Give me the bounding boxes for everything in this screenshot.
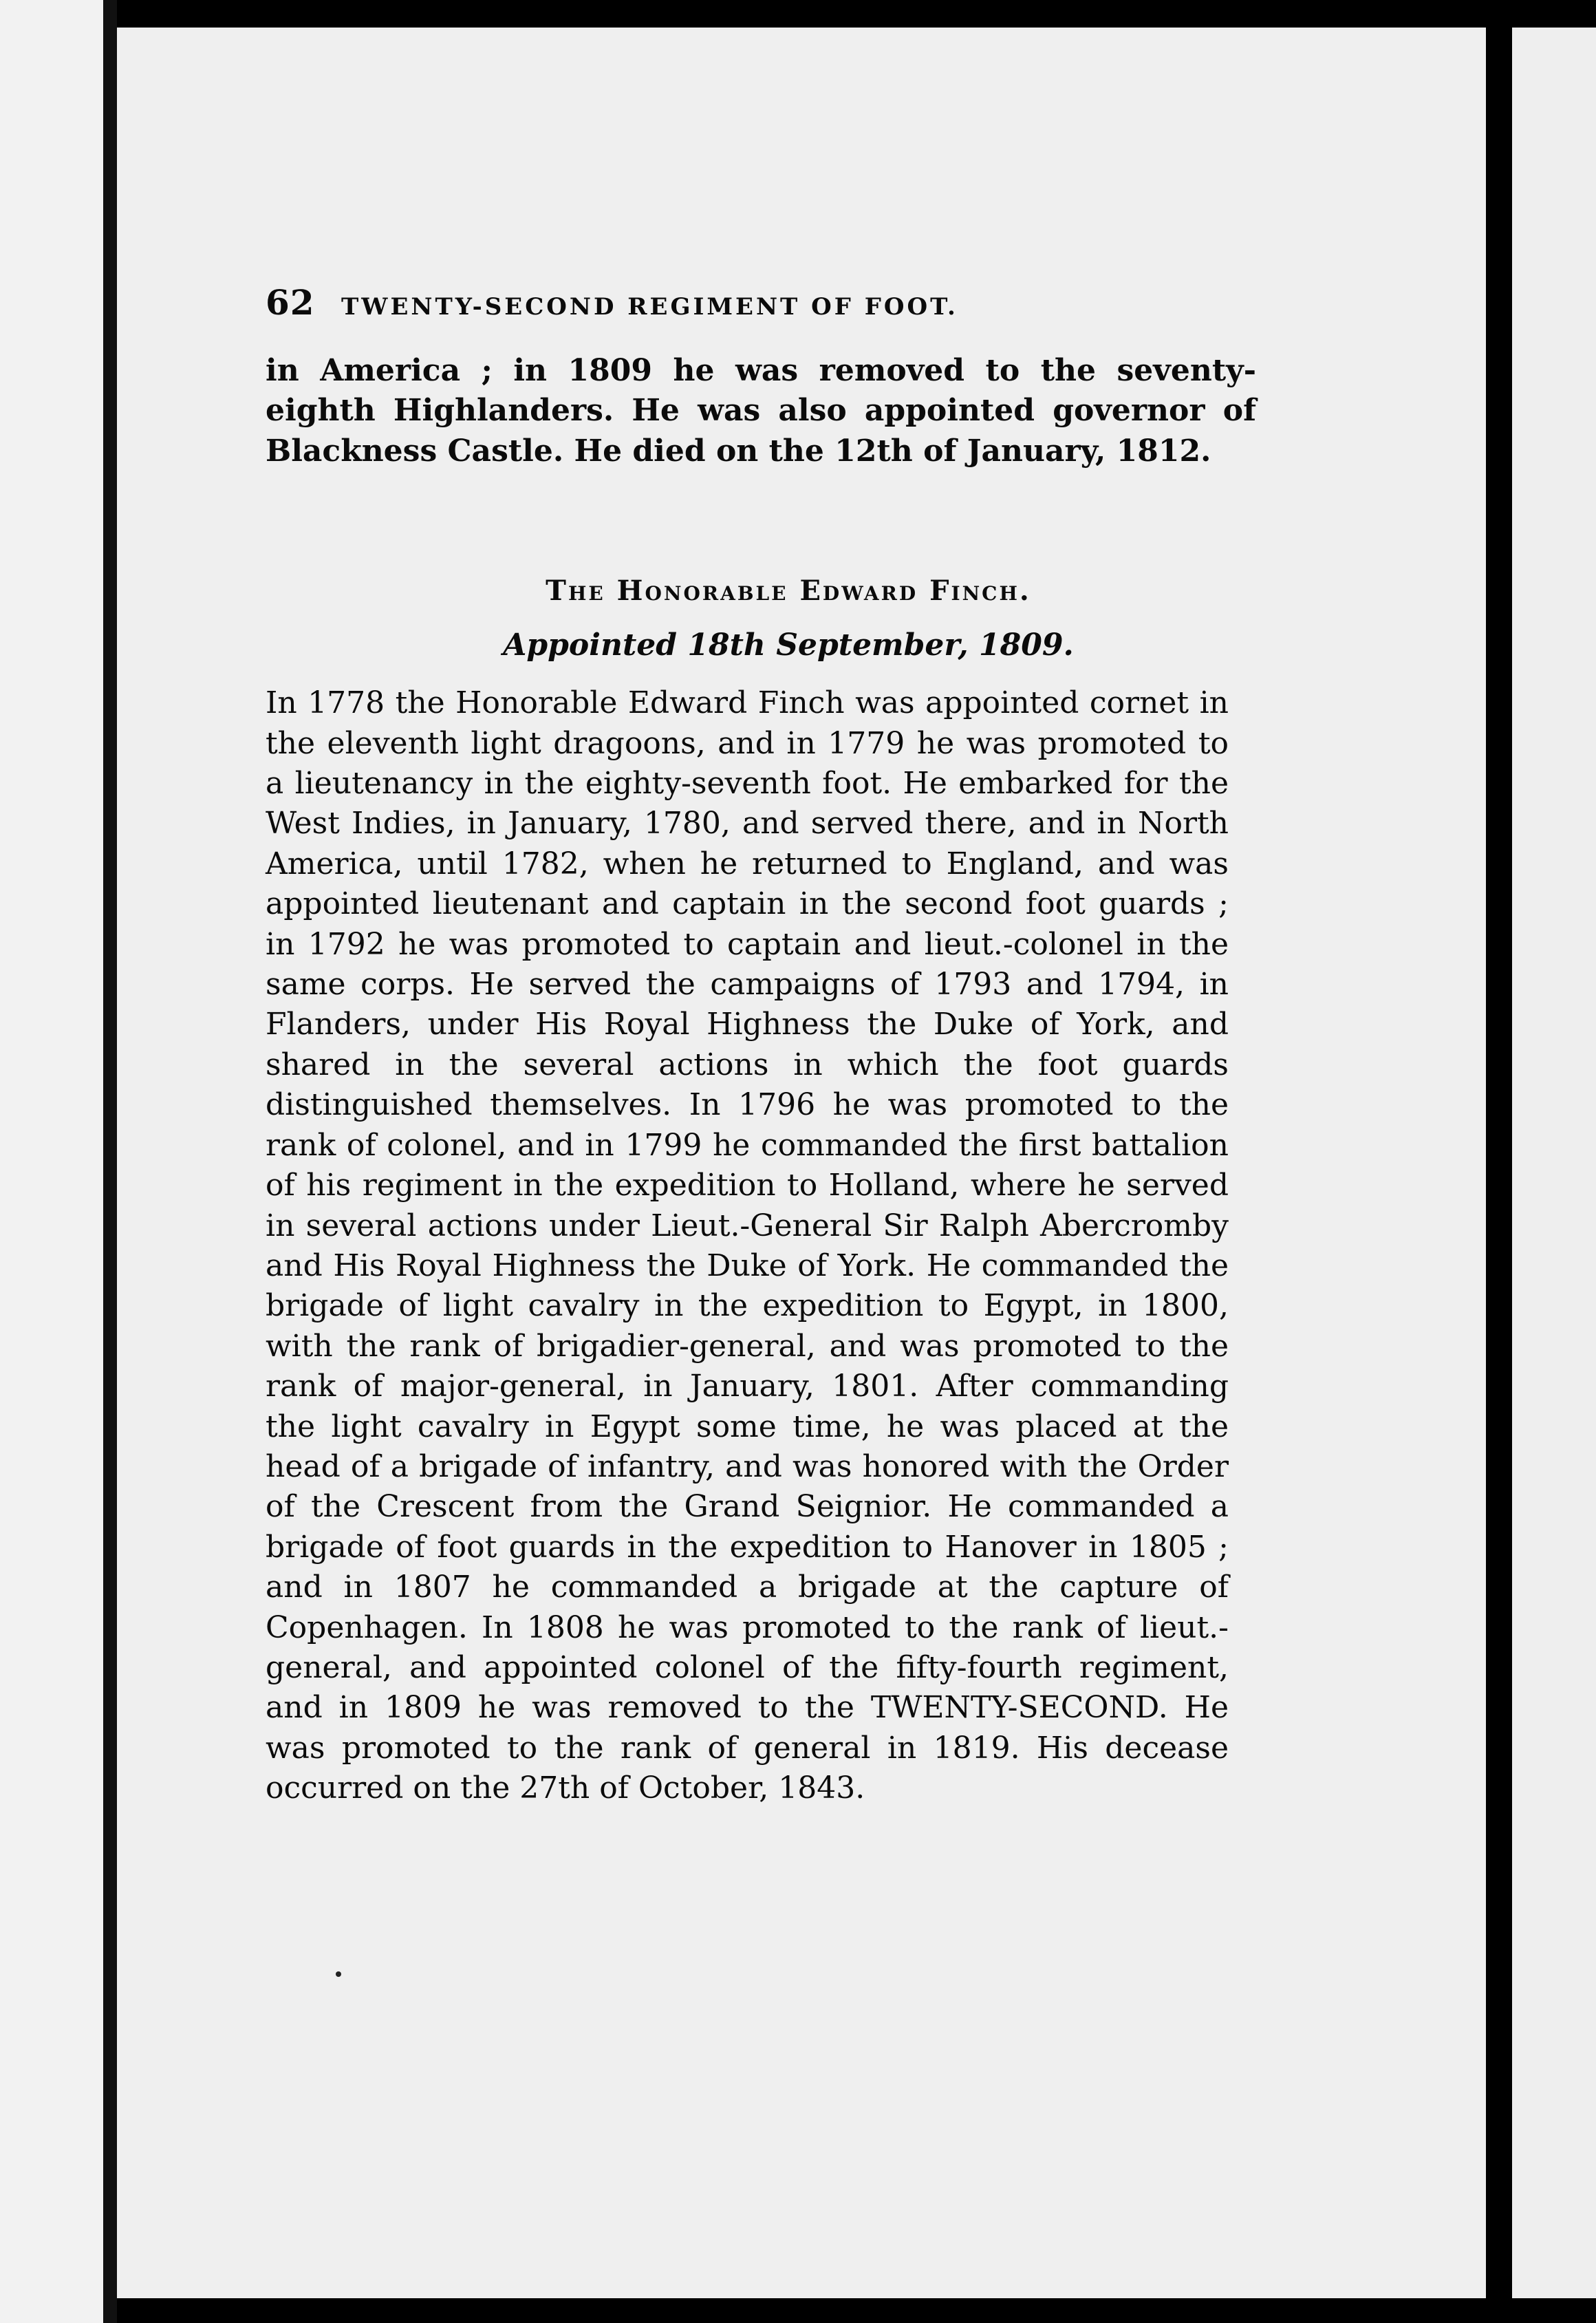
ink-speck	[336, 1971, 341, 1977]
section-heading: The Honorable Edward Finch.	[546, 575, 1031, 608]
binding-shadow	[103, 0, 117, 2323]
biography-paragraph: In 1778 the Honorable Edward Finch was appointed cornet in the eleventh light dragoons, and in 1779 he was promoted to a lieutenancy in the eighty-seventh foot. He embarked for the West Indies, in January, 1780, and served there, and in North America, until 1782, when he returned to England, and was appointed lieutenant and captain in the second foot guards ; in 1792 he was promoted to captain and lieut.-colonel in the same corps. He served the campaigns of 1793 and 1794, in Flanders, under His Royal Highness the Duke of York, and shared in the several actions in which the foot guards distinguished themselves. In 1796 he was promoted to the rank of colonel, and in 1799 he commanded the first battalion of his regiment in the expedition to Holland, where he served in several actions under Lieut.-General Sir Ralph Abercromby and His Royal Highness the Duke of York. He commanded the brigade of light cavalry in the expedition to Egypt, in 1800, with the rank of brigadier-general, and was promoted to the rank of major-general, in January, 1801. After commanding the light cavalry in Egypt some time, he was placed at the head of a brigade of infantry, and was honored with the Order of the Crescent from the Grand Seignior. He commanded a brigade of foot guards in the expedition to Hanover in 1805 ; and in 1807 he commanded a brigade at the capture of Copenhagen. In 1808 he was promoted to the rank of lieut.-general, and appointed colonel of the fifty-fourth regiment, and in 1809 he was removed to the TWENTY-SECOND. He was promoted to the rank of general in 1819. His decease occurred on the 27th of October, 1843.	[266, 685, 1229, 1806]
continued-paragraph: in America ; in 1809 he was removed to the seventy-eighth Highlanders. He was also appointed governor of Blackness Castle. He died on the 12th of January, 1812.	[266, 353, 1256, 469]
facing-page-edge	[1512, 28, 1596, 2298]
running-head	[266, 282, 1256, 344]
running-title: TWENTY-SECOND REGIMENT OF FOOT.	[341, 293, 958, 321]
page-number: 62	[266, 282, 315, 323]
left-margin-strip	[0, 0, 103, 2323]
page-text	[266, 282, 1256, 1809]
appointment-date: Appointed 18th September, 1809.	[503, 628, 1074, 663]
